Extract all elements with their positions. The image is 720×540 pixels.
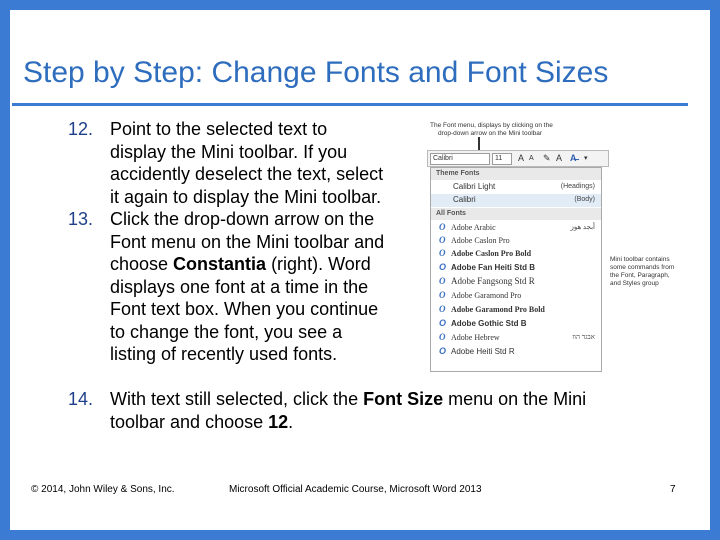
opentype-icon: O xyxy=(439,248,446,258)
font-name-box[interactable]: Calibri xyxy=(430,153,490,165)
font-sample: אבגד הוז xyxy=(572,333,595,341)
font-option-calibri-light[interactable] xyxy=(431,181,601,194)
font-option[interactable] xyxy=(431,275,601,288)
font-option-label: Adobe Caslon Pro xyxy=(451,236,510,245)
step-text-line xyxy=(110,411,293,434)
font-option-label: Adobe Caslon Pro Bold xyxy=(451,249,532,258)
font-option[interactable] xyxy=(431,303,601,316)
callout-line: the Font, Paragraph, xyxy=(610,272,670,279)
step-number: 14. xyxy=(68,389,94,409)
opentype-icon: O xyxy=(439,346,447,356)
step-text-line: Click the drop-down arrow on the xyxy=(110,209,375,229)
step-text: With text still selected, click the xyxy=(110,389,364,409)
font-option-label: Adobe Hebrew xyxy=(451,333,500,342)
title-underline xyxy=(12,103,688,106)
step-text-line: display the Mini toolbar. If you xyxy=(110,141,348,162)
clear-format-icon[interactable]: A xyxy=(556,153,563,163)
font-option[interactable] xyxy=(431,221,601,234)
callout-line: The Font menu, displays by clicking on the xyxy=(430,122,553,129)
step-text-line: Font text box. When you continue xyxy=(110,299,379,319)
step-text: . xyxy=(288,411,294,432)
font-option-label: Adobe Arabic xyxy=(451,223,496,232)
shrink-font-icon[interactable]: A xyxy=(529,155,534,162)
step-text: menu on the Mini xyxy=(443,389,587,409)
font-option-label: Adobe Heiti Std R xyxy=(451,347,515,356)
font-size-emphasis: Font Size xyxy=(363,389,444,409)
step-number: 13. xyxy=(68,209,94,229)
opentype-icon: O xyxy=(439,222,446,232)
font-option[interactable] xyxy=(431,331,601,344)
opentype-icon: O xyxy=(439,332,446,342)
font-option[interactable] xyxy=(431,234,601,247)
step-text-line: accidently deselect the text, select xyxy=(110,164,384,184)
footer-course: Microsoft Official Academic Course, Microsoft Word 2013 xyxy=(229,484,482,495)
opentype-icon: O xyxy=(439,262,447,272)
step-text-line: it again to display the Mini toolbar. xyxy=(110,186,382,207)
theme-fonts-header: Theme Fonts xyxy=(431,168,601,180)
size-value-emphasis: 12 xyxy=(268,411,289,432)
step-number: 12. xyxy=(68,119,94,139)
footer-copyright: © 2014, John Wiley & Sons, Inc. xyxy=(31,484,175,495)
callout-line: some commands from xyxy=(610,264,675,271)
font-option-label: Calibri xyxy=(453,195,476,204)
format-painter-icon[interactable]: ✎ xyxy=(543,153,551,163)
callout-line: and Styles group xyxy=(610,280,659,287)
font-option[interactable] xyxy=(431,345,601,358)
font-size-box[interactable]: 11 xyxy=(492,153,512,165)
callout-line: drop-down arrow on the Mini toolbar xyxy=(438,130,543,137)
opentype-icon: O xyxy=(439,318,447,328)
opentype-icon: O xyxy=(439,304,446,314)
font-option[interactable] xyxy=(431,289,601,302)
font-role: (Headings) xyxy=(560,183,595,190)
step-text: toolbar and choose xyxy=(110,411,269,432)
step-text: choose xyxy=(110,254,174,274)
slide-title: Step by Step: Change Fonts and Font Sizes xyxy=(23,56,609,89)
callout-mini-toolbar xyxy=(610,256,674,288)
font-name-emphasis: Constantia xyxy=(173,254,267,274)
step-text-line xyxy=(110,253,371,276)
font-sample: أبجد هوز xyxy=(570,223,595,231)
styles-icon[interactable]: A̶ xyxy=(570,153,577,163)
callout-font-menu xyxy=(430,122,553,138)
font-option[interactable] xyxy=(431,317,601,330)
chevron-down-icon[interactable]: ▾ xyxy=(584,155,588,162)
callout-line: Mini toolbar contains xyxy=(610,256,670,263)
step-text-line: displays one font at a time in the xyxy=(110,276,369,297)
opentype-icon: O xyxy=(439,290,446,300)
font-option-label: Adobe Fan Heiti Std B xyxy=(451,263,535,272)
font-option-label: Adobe Gothic Std B xyxy=(451,319,527,328)
all-fonts-header: All Fonts xyxy=(431,208,601,220)
step-text-line xyxy=(110,388,586,411)
font-option[interactable] xyxy=(431,247,601,260)
step-text-line: Font menu on the Mini toolbar and xyxy=(110,231,385,252)
font-dropdown xyxy=(430,167,602,372)
step-text: (right). Word xyxy=(266,254,371,274)
grow-font-icon[interactable]: A xyxy=(518,153,525,163)
step-text-line: Point to the selected text to xyxy=(110,119,328,139)
step-text-line: listing of recently used fonts. xyxy=(110,344,338,364)
mini-toolbar xyxy=(427,150,609,167)
font-option-label: Adobe Fangsong Std R xyxy=(451,276,535,286)
font-option-calibri[interactable] xyxy=(431,194,601,207)
opentype-icon: O xyxy=(439,235,446,245)
font-role: (Body) xyxy=(574,196,595,203)
font-option-label: Adobe Garamond Pro Bold xyxy=(451,305,545,314)
font-option[interactable] xyxy=(431,261,601,274)
font-option-label: Adobe Garamond Pro xyxy=(451,291,522,300)
page-number: 7 xyxy=(670,484,676,495)
step-text-line: to change the font, you see a xyxy=(110,321,343,342)
font-option-label: Calibri Light xyxy=(453,182,496,191)
opentype-icon: O xyxy=(439,276,446,286)
